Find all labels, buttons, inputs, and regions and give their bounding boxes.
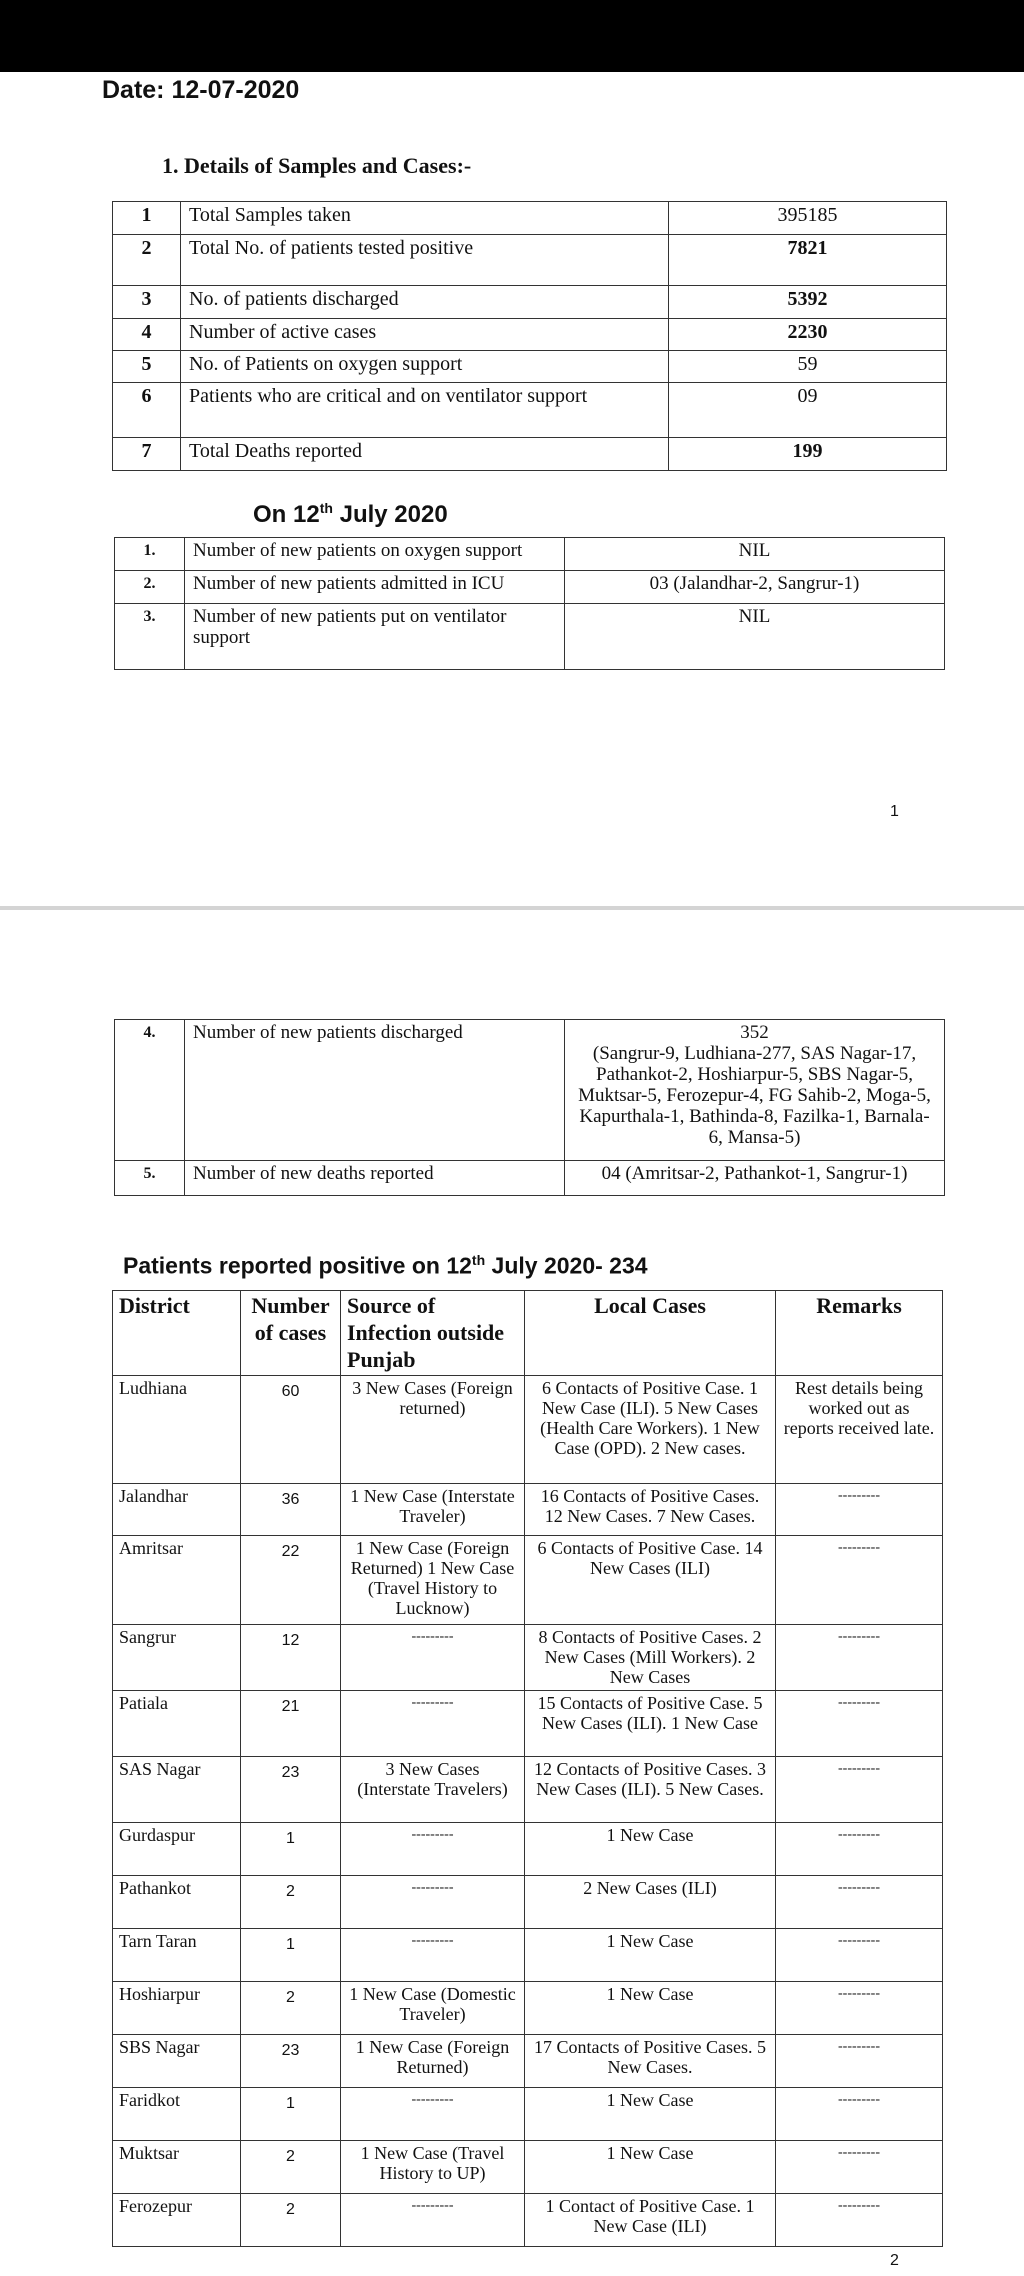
district-cell: Ludhiana xyxy=(113,1376,241,1484)
district-cell: Sangrur xyxy=(113,1625,241,1691)
positive-heading-text-end: July 2020- 234 xyxy=(485,1252,648,1279)
table-row xyxy=(113,2088,943,2141)
daily-table-continued xyxy=(114,1019,945,1196)
table-row xyxy=(113,351,947,383)
district-cell: Hoshiarpur xyxy=(113,1982,241,2035)
cases-cell: 2 xyxy=(241,2141,341,2194)
source-cell: --------- xyxy=(341,2088,525,2141)
header-source: Source of Infection outside Punjab xyxy=(341,1291,525,1376)
remarks-cell: --------- xyxy=(776,1982,943,2035)
table-row xyxy=(113,2035,943,2088)
source-cell: 3 New Cases (Foreign returned) xyxy=(341,1376,525,1484)
row-number: 2 xyxy=(113,235,181,286)
row-number: 3 xyxy=(113,286,181,319)
row-label: Total No. of patients tested positive xyxy=(181,235,669,286)
source-cell: 1 New Case (Interstate Traveler) xyxy=(341,1484,525,1536)
cases-cell: 2 xyxy=(241,2194,341,2247)
district-cell: Jalandhar xyxy=(113,1484,241,1536)
source-cell: --------- xyxy=(341,1691,525,1757)
row-value: 395185 xyxy=(669,202,947,235)
local-cases-cell: 1 New Case xyxy=(525,1982,776,2035)
source-cell: 1 New Case (Domestic Traveler) xyxy=(341,1982,525,2035)
source-cell: 3 New Cases (Interstate Travelers) xyxy=(341,1757,525,1823)
remarks-cell: --------- xyxy=(776,2088,943,2141)
row-label: Number of new patients discharged xyxy=(185,1020,565,1161)
source-cell: --------- xyxy=(341,1876,525,1929)
district-cell: Tarn Taran xyxy=(113,1929,241,1982)
remarks-cell: Rest details being worked out as reports received late. xyxy=(776,1376,943,1484)
row-value: NIL xyxy=(565,538,945,571)
summary-table xyxy=(112,201,947,471)
daily-table xyxy=(114,537,945,670)
table-row xyxy=(115,1020,945,1161)
positive-heading xyxy=(123,1252,648,1280)
local-cases-cell: 1 New Case xyxy=(525,1823,776,1876)
source-cell: --------- xyxy=(341,1823,525,1876)
row-value: 04 (Amritsar-2, Pathankot-1, Sangrur-1) xyxy=(565,1161,945,1196)
row-value: 03 (Jalandhar-2, Sangrur-1) xyxy=(565,571,945,604)
local-cases-cell: 15 Contacts of Positive Case. 5 New Cases (ILI). 1 New Case xyxy=(525,1691,776,1757)
source-cell: --------- xyxy=(341,2194,525,2247)
source-cell: 1 New Case (Foreign Returned) 1 New Case (Travel History to Lucknow) xyxy=(341,1536,525,1625)
table-row xyxy=(113,1691,943,1757)
local-cases-cell: 1 New Case xyxy=(525,2088,776,2141)
cases-cell: 1 xyxy=(241,1929,341,1982)
district-cell: Amritsar xyxy=(113,1536,241,1625)
local-cases-cell: 8 Contacts of Positive Cases. 2 New Cases (Mill Workers). 2 New Cases xyxy=(525,1625,776,1691)
source-cell: 1 New Case (Travel History to UP) xyxy=(341,2141,525,2194)
cases-cell: 1 xyxy=(241,1823,341,1876)
page-number: 1 xyxy=(890,803,899,820)
local-cases-cell: 1 New Case xyxy=(525,2141,776,2194)
row-number: 1. xyxy=(115,538,185,571)
page-divider xyxy=(0,906,1024,910)
row-value: 7821 xyxy=(669,235,947,286)
positive-heading-sup: th xyxy=(471,1252,486,1268)
table-row xyxy=(113,235,947,286)
remarks-cell: --------- xyxy=(776,1625,943,1691)
row-value: 199 xyxy=(669,438,947,471)
remarks-cell: --------- xyxy=(776,1823,943,1876)
table-row xyxy=(115,1161,945,1196)
row-label: No. of Patients on oxygen support xyxy=(181,351,669,383)
district-cell: Gurdaspur xyxy=(113,1823,241,1876)
source-cell: 1 New Case (Foreign Returned) xyxy=(341,2035,525,2088)
header-district: District xyxy=(113,1291,241,1376)
row-label: Number of new patients admitted in ICU xyxy=(185,571,565,604)
table-row xyxy=(113,1484,943,1536)
district-cell: Faridkot xyxy=(113,2088,241,2141)
report-date: Date: 12-07-2020 xyxy=(102,76,300,104)
table-row xyxy=(113,2194,943,2247)
local-cases-cell: 6 Contacts of Positive Case. 14 New Cases (ILI) xyxy=(525,1536,776,1625)
cases-cell: 21 xyxy=(241,1691,341,1757)
row-label: Total Deaths reported xyxy=(181,438,669,471)
table-row xyxy=(113,1929,943,1982)
district-cell: Patiala xyxy=(113,1691,241,1757)
table-row xyxy=(113,1823,943,1876)
remarks-cell: --------- xyxy=(776,1929,943,1982)
table-row xyxy=(113,319,947,351)
row-number: 5 xyxy=(113,351,181,383)
local-cases-cell: 2 New Cases (ILI) xyxy=(525,1876,776,1929)
positive-heading-text: Patients reported positive on 12 xyxy=(123,1252,472,1279)
row-label: Number of new deaths reported xyxy=(185,1161,565,1196)
district-cell: Muktsar xyxy=(113,2141,241,2194)
row-label: No. of patients discharged xyxy=(181,286,669,319)
row-value: 5392 xyxy=(669,286,947,319)
local-cases-cell: 1 Contact of Positive Case. 1 New Case (ILI) xyxy=(525,2194,776,2247)
table-row xyxy=(115,571,945,604)
district-cell: Pathankot xyxy=(113,1876,241,1929)
row-number: 3. xyxy=(115,604,185,670)
remarks-cell: --------- xyxy=(776,1484,943,1536)
row-value: NIL xyxy=(565,604,945,670)
local-cases-cell: 16 Contacts of Positive Cases. 12 New Cases. 7 New Cases. xyxy=(525,1484,776,1536)
source-cell: --------- xyxy=(341,1625,525,1691)
source-cell: --------- xyxy=(341,1929,525,1982)
remarks-cell: --------- xyxy=(776,1536,943,1625)
table-header-row xyxy=(113,1291,943,1376)
row-label: Total Samples taken xyxy=(181,202,669,235)
table-row xyxy=(113,1757,943,1823)
district-cell: SBS Nagar xyxy=(113,2035,241,2088)
cases-cell: 2 xyxy=(241,1876,341,1929)
row-value: 352 (Sangrur-9, Ludhiana-277, SAS Nagar-17, Pathankot-2, Hoshiarpur-5, SBS Nagar-5, Muktsar-5, Ferozepur-4, FG Sahib-2, Moga-5, Kapurthala-1, Bathinda-8, Fazilka-1, Barnala-6, Mansa-5) xyxy=(565,1020,945,1161)
row-value: 09 xyxy=(669,383,947,438)
row-label: Number of new patients on oxygen support xyxy=(185,538,565,571)
table-row xyxy=(113,286,947,319)
local-cases-cell: 17 Contacts of Positive Cases. 5 New Cases. xyxy=(525,2035,776,2088)
daily-heading-text: On 12 xyxy=(253,501,320,528)
table-row xyxy=(113,1536,943,1625)
table-row xyxy=(113,1625,943,1691)
table-row xyxy=(113,2141,943,2194)
table-row xyxy=(113,1876,943,1929)
local-cases-cell: 6 Contacts of Positive Case. 1 New Case (ILI). 5 New Cases (Health Care Workers). 1 New Case (OPD). 2 New cases. xyxy=(525,1376,776,1484)
row-label: Number of new patients put on ventilator support xyxy=(185,604,565,670)
row-value: 2230 xyxy=(669,319,947,351)
header-remarks: Remarks xyxy=(776,1291,943,1376)
section-title: 1. Details of Samples and Cases:- xyxy=(162,153,472,178)
district-cell: SAS Nagar xyxy=(113,1757,241,1823)
daily-heading xyxy=(253,500,448,529)
cases-cell: 22 xyxy=(241,1536,341,1625)
remarks-cell: --------- xyxy=(776,1757,943,1823)
row-number: 5. xyxy=(115,1161,185,1196)
header-cases: Number of cases xyxy=(241,1291,341,1376)
table-row xyxy=(113,383,947,438)
table-row xyxy=(115,538,945,571)
page-number: 2 xyxy=(890,2252,899,2269)
table-row xyxy=(113,438,947,471)
table-row xyxy=(113,202,947,235)
cases-cell: 12 xyxy=(241,1625,341,1691)
row-value: 59 xyxy=(669,351,947,383)
remarks-cell: --------- xyxy=(776,1691,943,1757)
cases-cell: 1 xyxy=(241,2088,341,2141)
row-number: 6 xyxy=(113,383,181,438)
table-row xyxy=(113,1376,943,1484)
cases-cell: 60 xyxy=(241,1376,341,1484)
local-cases-cell: 1 New Case xyxy=(525,1929,776,1982)
row-number: 2. xyxy=(115,571,185,604)
header-local: Local Cases xyxy=(525,1291,776,1376)
district-cell: Ferozepur xyxy=(113,2194,241,2247)
row-number: 7 xyxy=(113,438,181,471)
remarks-cell: --------- xyxy=(776,2035,943,2088)
table-row xyxy=(115,604,945,670)
row-label: Number of active cases xyxy=(181,319,669,351)
local-cases-cell: 12 Contacts of Positive Cases. 3 New Cases (ILI). 5 New Cases. xyxy=(525,1757,776,1823)
remarks-cell: --------- xyxy=(776,2141,943,2194)
row-label: Patients who are critical and on ventilator support xyxy=(181,383,669,438)
cases-cell: 23 xyxy=(241,2035,341,2088)
row-number: 1 xyxy=(113,202,181,235)
cases-cell: 36 xyxy=(241,1484,341,1536)
row-number: 4 xyxy=(113,319,181,351)
daily-heading-sup: th xyxy=(319,500,333,516)
daily-heading-text-end: July 2020 xyxy=(332,501,448,528)
cases-cell: 23 xyxy=(241,1757,341,1823)
district-table xyxy=(112,1290,943,2247)
table-row xyxy=(113,1982,943,2035)
top-black-bar xyxy=(0,0,1024,72)
remarks-cell: --------- xyxy=(776,1876,943,1929)
remarks-cell: --------- xyxy=(776,2194,943,2247)
row-number: 4. xyxy=(115,1020,185,1161)
cases-cell: 2 xyxy=(241,1982,341,2035)
